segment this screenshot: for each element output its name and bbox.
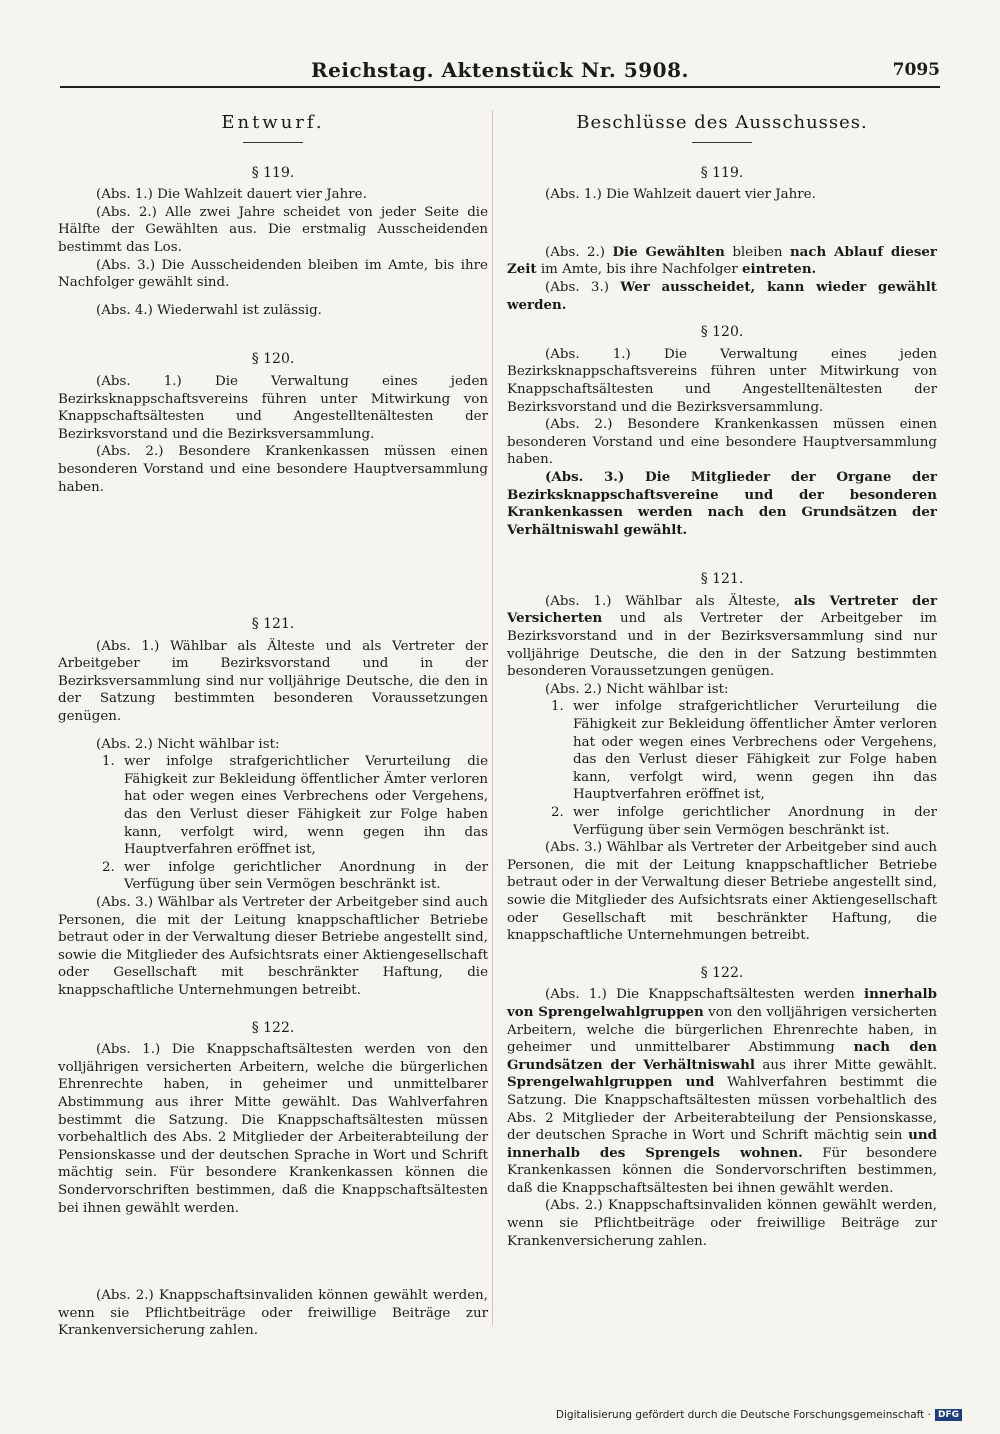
paragraph: (Abs. 4.) Wiederwahl ist zulässig. <box>96 302 322 318</box>
paragraph: (Abs. 1.) Die Wahlzeit dauert vier Jahre. <box>545 187 816 203</box>
amendment-bold: Die Gewählten <box>612 243 725 260</box>
list-number: 1. <box>102 754 115 770</box>
amendment-bold: als Vertreter der Versicherten <box>507 592 937 627</box>
list-item <box>102 753 488 859</box>
page-number: 7095 <box>892 60 940 80</box>
heading-rule <box>243 142 303 143</box>
list-number: 2. <box>551 805 564 820</box>
list-item <box>551 698 937 804</box>
amendment-bold: und innerhalb des Sprengels wohnen. <box>507 1127 937 1161</box>
list-number: 2. <box>102 859 115 875</box>
section-heading: § 120. <box>251 351 295 368</box>
list-number: 1. <box>551 699 564 715</box>
paragraph: (Abs. 3.) Die Ausscheidenden bleiben im Amte, bis ihre Nachfolger gewählt sind. <box>58 257 488 291</box>
paragraph: (Abs. 2.) Die Gewählten bleiben nach Ablauf dieser Zeit im Amte, bis ihre Nachfolger eintreten. <box>507 243 937 278</box>
paragraph: (Abs. 1.) Die Knappschaftsältesten werden innerhalb von Sprengelwahlgruppen von den volljährigen versicherten Arbeitern, welche die bürgerlichen Ehrenrechte haben, in geheimer und unmittelbarer Abstimmung nach den Grundsätzen der Verhältniswahl aus ihrer Mitte gewählt. Sprengelwahlgruppen und Wahlverfahren bestimmt die Satzung. Die Knappschaftsältesten müssen vorbehaltlich des Abs. 2 Mitglieder der Arbeiterabteilung der Pensionskasse, der deutschen Sprache in Wort und Schrift mächtig sein und innerhalb des Sprengels wohnen. Für besondere Krankenkassen können die Sondervorschriften bestimmen, daß die Knappschaftsältesten bei ihnen gewählt werden. <box>507 986 937 1196</box>
paragraph: (Abs. 2.) Besondere Krankenkassen müssen einen besonderen Vorstand und eine besondere Hauptversammlung haben. <box>58 444 488 495</box>
paragraph: (Abs. 3.) Wählbar als Vertreter der Arbeitgeber sind auch Personen, die mit der Leitung knappschaftlicher Betriebe betraut oder in der Verwaltung dieser Betriebe angestellt sind, sowie die Mitglieder des Aufsichtsrats einer Aktiengesellschaft oder Gesellschaft mit beschränkter Haftung, die knappschaftliche Unternehmungen betreibt. <box>507 840 937 944</box>
paragraph: (Abs. 2.) Knappschaftsinvaliden können gewählt werden, wenn sie Pflichtbeiträge oder freiwillige Beiträge zur Krankenversicherung zahlen. <box>58 1288 488 1339</box>
column-divider <box>492 110 493 1325</box>
paragraph: (Abs. 1.) Wählbar als Älteste, als Vertreter der Versicherten und als Vertreter der Arbeitgeber im Bezirksvorstand und in der Bezirksversammlung sind nur volljährige Deutsche, die den in der Satzung bestimmten besonderen Voraussetzungen genügen. <box>507 592 937 680</box>
paragraph: (Abs. 3.) Wer ausscheidet, kann wieder gewählt werden. <box>507 278 937 313</box>
list-item <box>102 859 488 894</box>
paragraph: (Abs. 1.) Die Verwaltung eines jeden Bezirksknappschaftsvereins führen unter Mitwirkung von Knappschaftsältesten und Angestelltenältesten der Bezirksvorstand und die Bezirksversammlung. <box>58 373 488 442</box>
dfg-logo: DFG <box>935 1409 962 1421</box>
paragraph: (Abs. 2.) Nicht wählbar ist: <box>96 736 280 752</box>
paragraph: (Abs. 1.) Die Wahlzeit dauert vier Jahre. <box>96 187 367 203</box>
list-text: wer infolge gerichtlicher Anordnung in der Verfügung über sein Vermögen beschränkt ist. <box>573 805 937 838</box>
paragraph: (Abs. 2.) Nicht wählbar ist: <box>545 681 729 697</box>
paragraph: (Abs. 3.) Wählbar als Vertreter der Arbeitgeber sind auch Personen, die mit der Leitung knappschaftlicher Betriebe betraut oder in der Verwaltung dieser Betriebe angestellt sind, sowie die Mitglieder des Aufsichtsrats einer Aktiengesellschaft oder Gesellschaft mit beschränkter Haftung, die knappschaftliche Unternehmungen betreibt. <box>58 895 488 998</box>
amendment-bold: Wer ausscheidet, kann wieder gewählt werden. <box>507 278 937 313</box>
numbered-list <box>102 753 488 894</box>
section-heading: § 119. <box>700 164 744 181</box>
left-column-heading: Entwurf. <box>221 112 325 133</box>
amendment-bold: innerhalb von Sprengelwahlgruppen <box>507 986 937 1020</box>
paragraph: (Abs. 1.) Die Knappschaftsältesten werden von den volljährigen versicherten Arbeitern, welche die bürgerlichen Ehrenrechte haben, in geheimer und unmittelbarer Abstimmung aus ihrer Mitte gewählt. Das Wahlverfahren bestimmt die Satzung. Die Knappschaftsältesten müssen vorbehaltlich des Abs. 2 Mitglieder der Arbeiterabteilung der Pensionskasse und der deutschen Sprache in Wort und Schrift mächtig sein. Für besondere Krankenkassen können die Sondervorschriften bestimmen, daß die Knappschaftsältesten bei ihnen gewählt werden. <box>58 1042 488 1216</box>
list-text: wer infolge gerichtlicher Anordnung in der Verfügung über sein Vermögen beschränkt ist. <box>124 859 488 893</box>
amendment-bold: Sprengelwahlgruppen und <box>507 1074 715 1091</box>
heading-rule <box>692 142 752 143</box>
paragraph: (Abs. 2.) Besondere Krankenkassen müssen einen besonderen Vorstand und eine besondere Hauptversammlung haben. <box>507 417 937 468</box>
section-heading: § 119. <box>251 164 295 181</box>
section-heading: § 121. <box>251 616 295 633</box>
right-column-committee <box>507 110 937 1250</box>
digitization-credit <box>556 1409 962 1421</box>
list-text: wer infolge strafgerichtlicher Verurteilung die Fähigkeit zur Bekleidung öffentlicher Ämter verloren hat oder wegen eines Verbrechens oder Vergehens, das den Verlust dieser Fähigkeit zur Folge haben kann, verfolgt wird, wenn gegen ihn das Hauptverfahren eröffnet ist, <box>573 699 937 803</box>
amendment-bold: eintreten. <box>742 261 817 278</box>
amendment-bold: nach Ablauf dieser Zeit <box>507 243 937 278</box>
credit-text: Digitalisierung gefördert durch die Deutsche Forschungsgemeinschaft · <box>555 1409 931 1421</box>
numbered-list <box>551 698 937 839</box>
section-heading: § 121. <box>700 571 744 588</box>
amendment-bold: nach den Grundsätzen der Verhältniswahl <box>507 1039 937 1073</box>
paragraph: (Abs. 1.) Wählbar als Älteste und als Vertreter der Arbeitgeber im Bezirksvorstand und in der Bezirksversammlung sind nur volljährige Deutsche, die den in der Satzung bestimmten besonderen Voraussetzungen genügen. <box>58 638 488 725</box>
section-heading: § 120. <box>700 324 744 341</box>
list-text: wer infolge strafgerichtlicher Verurteilung die Fähigkeit zur Bekleidung öffentlicher Ämter verloren hat oder wegen eines Verbrechens oder Vergehens, das den Verlust dieser Fähigkeit zur Folge haben kann, verfolgt wird, wenn gegen ihn das Hauptverfahren eröffnet ist, <box>124 754 488 858</box>
page-header <box>60 56 940 88</box>
left-column-draft <box>58 110 488 1340</box>
list-item <box>551 804 937 839</box>
page-title: Reichstag. Aktenstück Nr. 5908. <box>311 58 689 82</box>
right-column-heading: Beschlüsse des Ausschusses. <box>576 112 868 133</box>
paragraph-amendment: (Abs. 3.) Die Mitglieder der Organe der Bezirksknappschaftsvereine und der besonderen Krankenkassen werden nach den Grundsätzen der Verhältniswahl gewählt. <box>507 468 937 538</box>
section-heading: § 122. <box>251 1019 295 1036</box>
paragraph: (Abs. 2.) Knappschaftsinvaliden können gewählt werden, wenn sie Pflichtbeiträge oder freiwillige Beiträge zur Krankenversicherung zahlen. <box>507 1198 937 1249</box>
section-heading: § 122. <box>700 964 744 981</box>
paragraph: (Abs. 1.) Die Verwaltung eines jeden Bezirksknappschaftsvereins führen unter Mitwirkung von Knappschaftsältesten und Angestelltenältesten der Bezirksvorstand und die Bezirksversammlung. <box>507 346 937 415</box>
paragraph: (Abs. 2.) Alle zwei Jahre scheidet von jeder Seite die Hälfte der Gewählten aus. Die erstmalig Ausscheidenden bestimmt das Los. <box>58 204 488 255</box>
